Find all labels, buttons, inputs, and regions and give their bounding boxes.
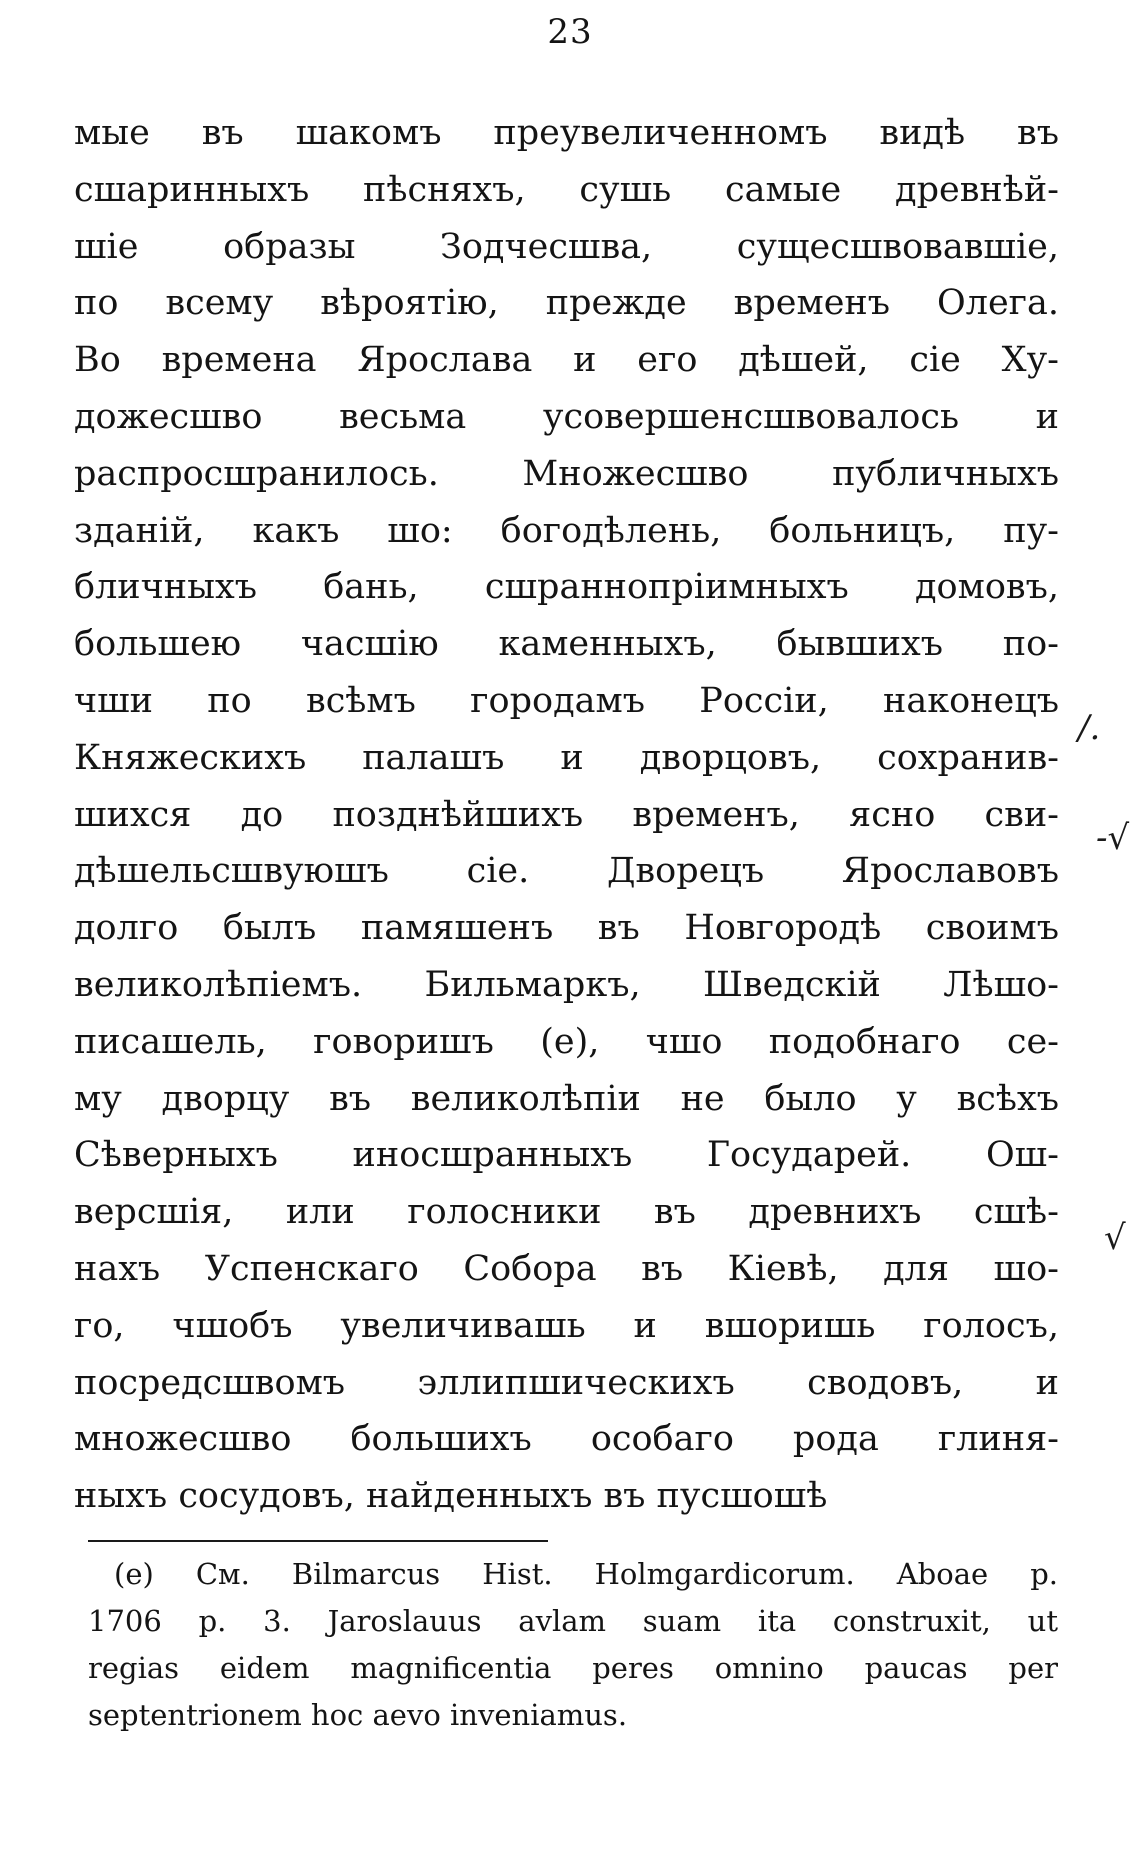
margin-annotation-mark: -√ — [1096, 818, 1130, 858]
body-line: версшія, или голосники въ древнихъ сшѣ- — [74, 1192, 1059, 1233]
body-line: сшаринныхъ пѣсняхъ, сушь самые древнѣй- — [74, 169, 1059, 210]
body-line: распросшранилось. Множесшво публичныхъ — [74, 453, 1059, 494]
margin-annotation-mark: √ — [1104, 1218, 1126, 1258]
body-line: великолѣпіемъ. Бильмаркъ, Шведскій Лѣшо- — [74, 964, 1059, 1005]
body-line: Княжескихъ палашъ и дворцовъ, сохранив- — [74, 737, 1059, 778]
body-line: писашель, говоришъ (е), чшо подобнаго се- — [74, 1021, 1059, 1062]
body-line: го, чшобъ увеличивашь и вшоришь голосъ, — [74, 1305, 1059, 1346]
body-line: мые въ шакомъ преувеличенномъ видѣ въ — [74, 113, 1059, 153]
body-text — [74, 105, 1059, 1525]
body-line: посредсшвомъ эллипшическихъ сводовъ, и — [74, 1362, 1059, 1403]
body-line: Сѣверныхъ иносшранныхъ Государей. Ош- — [74, 1135, 1059, 1176]
body-line: зданій, какъ шо: богодѣлень, больницъ, пу- — [74, 510, 1059, 551]
body-line: му дворцу въ великолѣпіи не было у всѣхъ — [74, 1078, 1059, 1119]
body-line: чши по всѣмъ городамъ Россіи, наконецъ — [74, 680, 1059, 721]
body-line: множесшво большихъ особаго рода глиня- — [74, 1419, 1059, 1460]
footnote-divider — [88, 1540, 548, 1542]
body-line: шіе образы Зодчесшва, сущесшвовавшіе, — [74, 226, 1059, 267]
body-line: шихся до позднѣйшихъ временъ, ясно сви- — [74, 794, 1059, 835]
page-number: 23 — [547, 12, 593, 52]
body-line: ныхъ сосудовъ, найденныхъ въ пусшошѣ — [74, 1476, 828, 1517]
body-line: дожесшво весьма усовершенсшвовалось и — [74, 396, 1059, 437]
body-line: Во времена Ярослава и его дѣшей, сіе Ху- — [74, 340, 1059, 381]
body-line: долго былъ памяшенъ въ Новгородѣ своимъ — [74, 908, 1059, 949]
footnote-line: septentrionem hoc aevo inveniamus. — [88, 1698, 628, 1732]
body-line: большею часшію каменныхъ, бывшихъ по- — [74, 624, 1059, 665]
body-line: нахъ Успенскаго Собора въ Кіевѣ, для шо- — [74, 1248, 1059, 1289]
margin-annotation-mark: /. — [1078, 708, 1101, 748]
footnote-line: (e) См. Bilmarcus Hist. Holmgardicorum. Aboae p. — [114, 1557, 1058, 1591]
body-line: дѣшельсшвуюшъ сіе. Дворецъ Ярославовъ — [74, 851, 1059, 892]
body-line: бличныхъ бань, сшраннопріимныхъ домовъ, — [74, 567, 1059, 608]
body-line: по всему вѣроятію, прежде временъ Олега. — [74, 283, 1059, 324]
footnote-line: regias eidem magnificentia peres omnino paucas per — [88, 1651, 1058, 1685]
footnote — [88, 1551, 1058, 1739]
footnote-line: 1706 p. 3. Jaroslauus avlam suam ita construxit, ut — [88, 1604, 1058, 1638]
